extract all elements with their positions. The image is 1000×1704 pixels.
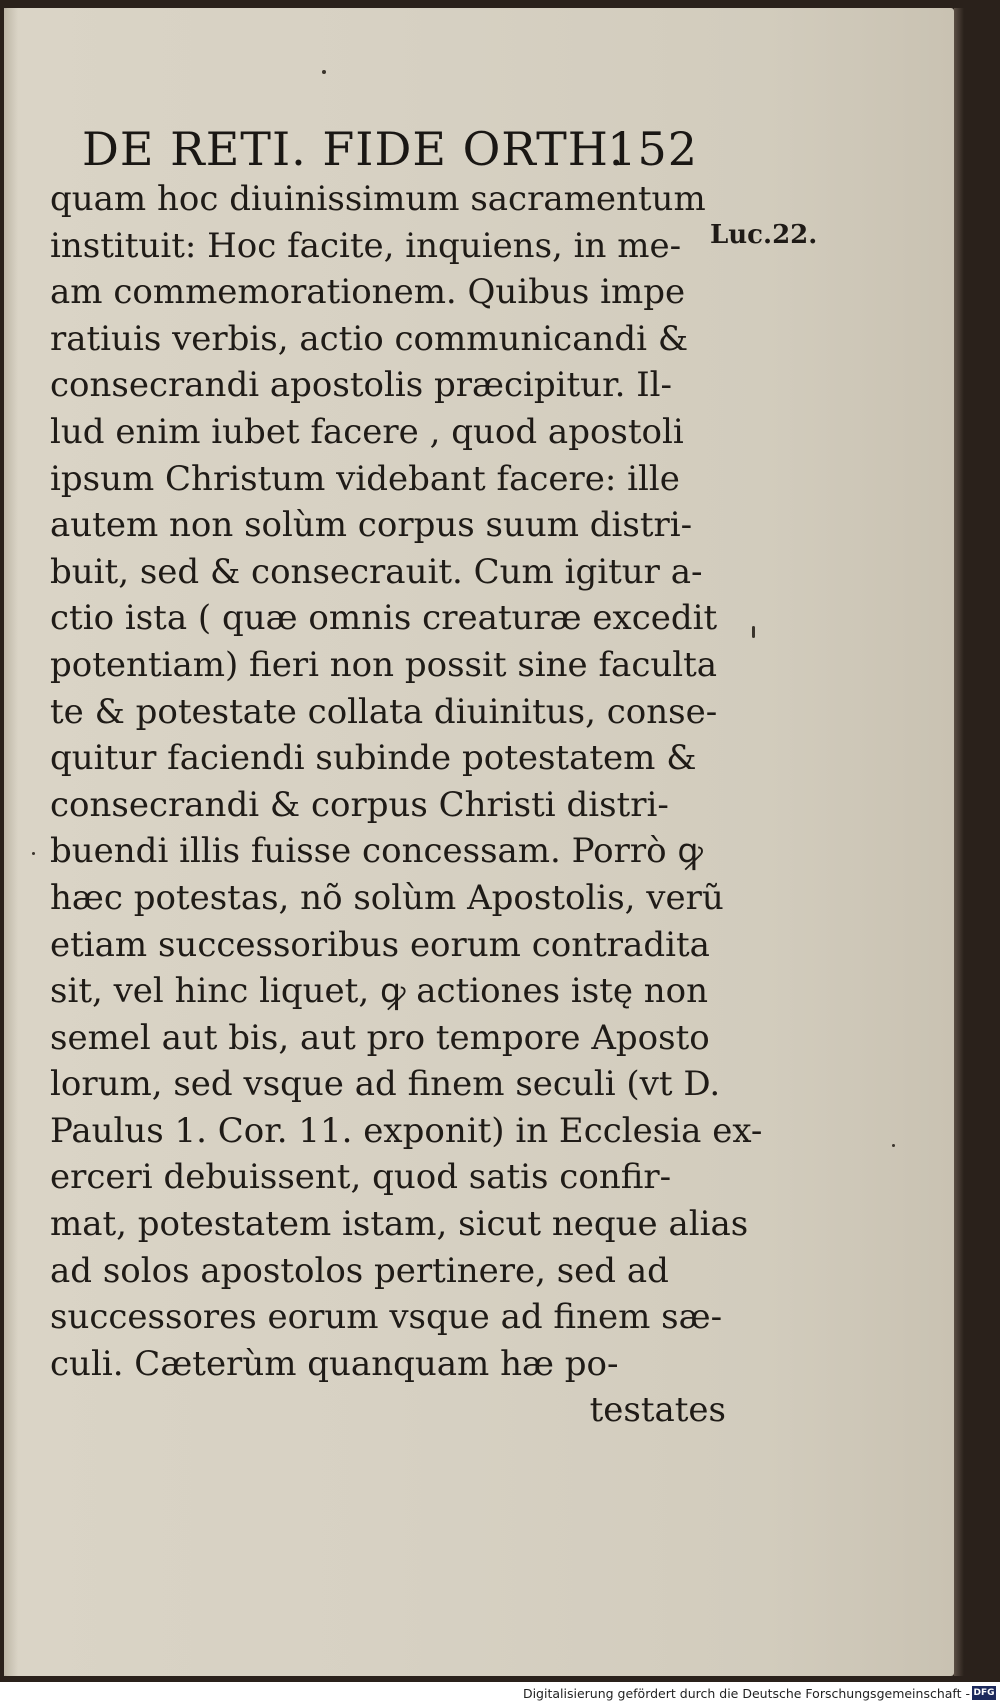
book-page [4, 8, 954, 1676]
text-line: te & potestate collata diuinitus, conse- [50, 691, 718, 732]
page-edge-shadow [954, 8, 964, 1676]
text-line: consecrandi apostolis præcipitur. Il- [50, 365, 672, 406]
text-line: etiam successoribus eorum contradita [50, 924, 710, 965]
paper-speck [32, 852, 35, 855]
text-line: ipsum Christum videbant facere: ille [50, 458, 680, 499]
text-line: lorum, sed vsque ad finem seculi (vt D. [50, 1064, 721, 1105]
dfg-logo: DFG [973, 1688, 995, 1698]
paper-speck [892, 1144, 895, 1147]
running-head [82, 122, 698, 182]
paper-speck [752, 626, 755, 638]
text-line: ad solos apostolos pertinere, sed ad [50, 1250, 669, 1291]
marginal-note: Luc.22. [710, 220, 818, 250]
catchword: testates [589, 1390, 726, 1431]
text-line: instituit: Hoc facite, inquiens, in me- [50, 225, 682, 266]
text-line: ratiuis verbis, actio communicandi & [50, 318, 689, 359]
text-line: ctio ista ( quæ omnis creaturæ excedit [50, 598, 718, 639]
text-line: sit, vel hinc liquet, ꝙ actiones istę non [50, 971, 709, 1012]
digitization-credit: Digitalisierung gefördert durch die Deutsche Forschungsgemeinschaft - [522, 1686, 970, 1701]
text-line: semel aut bis, aut pro tempore Aposto [50, 1017, 710, 1058]
text-line: am commemorationem. Quibus impe [50, 272, 686, 313]
paper-speck [322, 70, 326, 74]
text-line: autem non solùm corpus suum distri- [50, 505, 693, 546]
text-line: quitur faciendi subinde potestatem & [50, 738, 697, 779]
page-gutter [4, 8, 18, 1676]
text-line: consecrandi & corpus Christi distri- [50, 784, 669, 825]
body-text [50, 176, 763, 1434]
text-line: mat, potestatem istam, sicut neque alias [50, 1204, 749, 1245]
page-number: 152 [607, 122, 698, 176]
text-line: culi. Cæterùm quanquam hæ po- [50, 1343, 619, 1384]
text-line: lud enim iubet facere , quod apostoli [50, 411, 684, 452]
text-line: quam hoc diuinissimum sacramentum [50, 179, 706, 219]
text-line: erceri debuissent, quod satis confir- [50, 1157, 672, 1198]
running-title: DE RETI. FIDE ORTH. [82, 122, 625, 176]
text-line: buit, sed & consecrauit. Cum igitur a- [50, 551, 703, 592]
text-line: Paulus 1. Cor. 11. exponit) in Ecclesia ex- [50, 1110, 763, 1151]
text-line: hæc potestas, nõ solùm Apostolis, verũ [50, 877, 724, 918]
text-line: potentiam) fieri non possit sine faculta [50, 644, 718, 685]
text-line: buendi illis fuisse concessam. Porrò ꝙ [50, 831, 703, 872]
text-line: successores eorum vsque ad finem sæ- [50, 1297, 723, 1338]
